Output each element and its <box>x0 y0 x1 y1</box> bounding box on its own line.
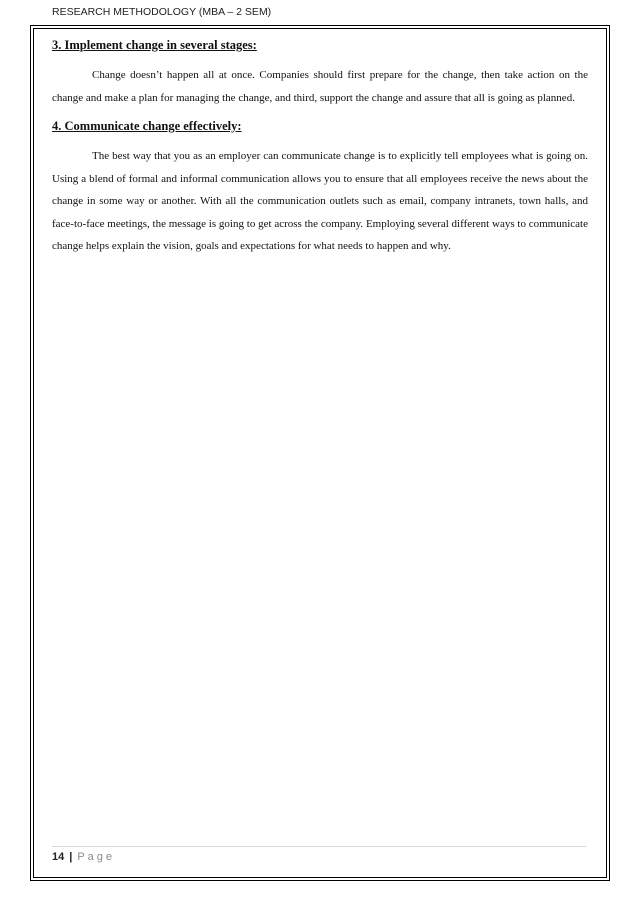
footer-separator: | <box>69 851 73 863</box>
section-paragraph-implement-change: Change doesn’t happen all at once. Companies should first prepare for the change, then take action on the change and make a plan for managing the change, and third, support the change and assure that all is going as planned. <box>52 69 588 104</box>
footer-divider <box>52 846 586 847</box>
page-label: Page <box>77 851 116 863</box>
section-heading-communicate-change: 4. Communicate change effectively: <box>52 119 242 133</box>
page-number: 14 <box>52 851 65 863</box>
section-heading-implement-change: 3. Implement change in several stages: <box>52 38 257 52</box>
page-content <box>52 36 588 266</box>
page-footer <box>52 851 115 863</box>
section-paragraph-communicate-change: The best way that you as an employer can communicate change is to explicitly tell employees what is going on. Using a blend of formal and informal communication allows you to ensure that all employees receive the news about the change in some way or another. With all the communication outlets such as email, company intranets, town halls, and face-to-face meetings, the message is going to get across the company. Employing several different ways to communicate change helps explain the vision, goals and expectations for what needs to happen and why. <box>52 150 588 252</box>
running-header: RESEARCH METHODOLOGY (MBA – 2 SEM) <box>52 6 272 18</box>
